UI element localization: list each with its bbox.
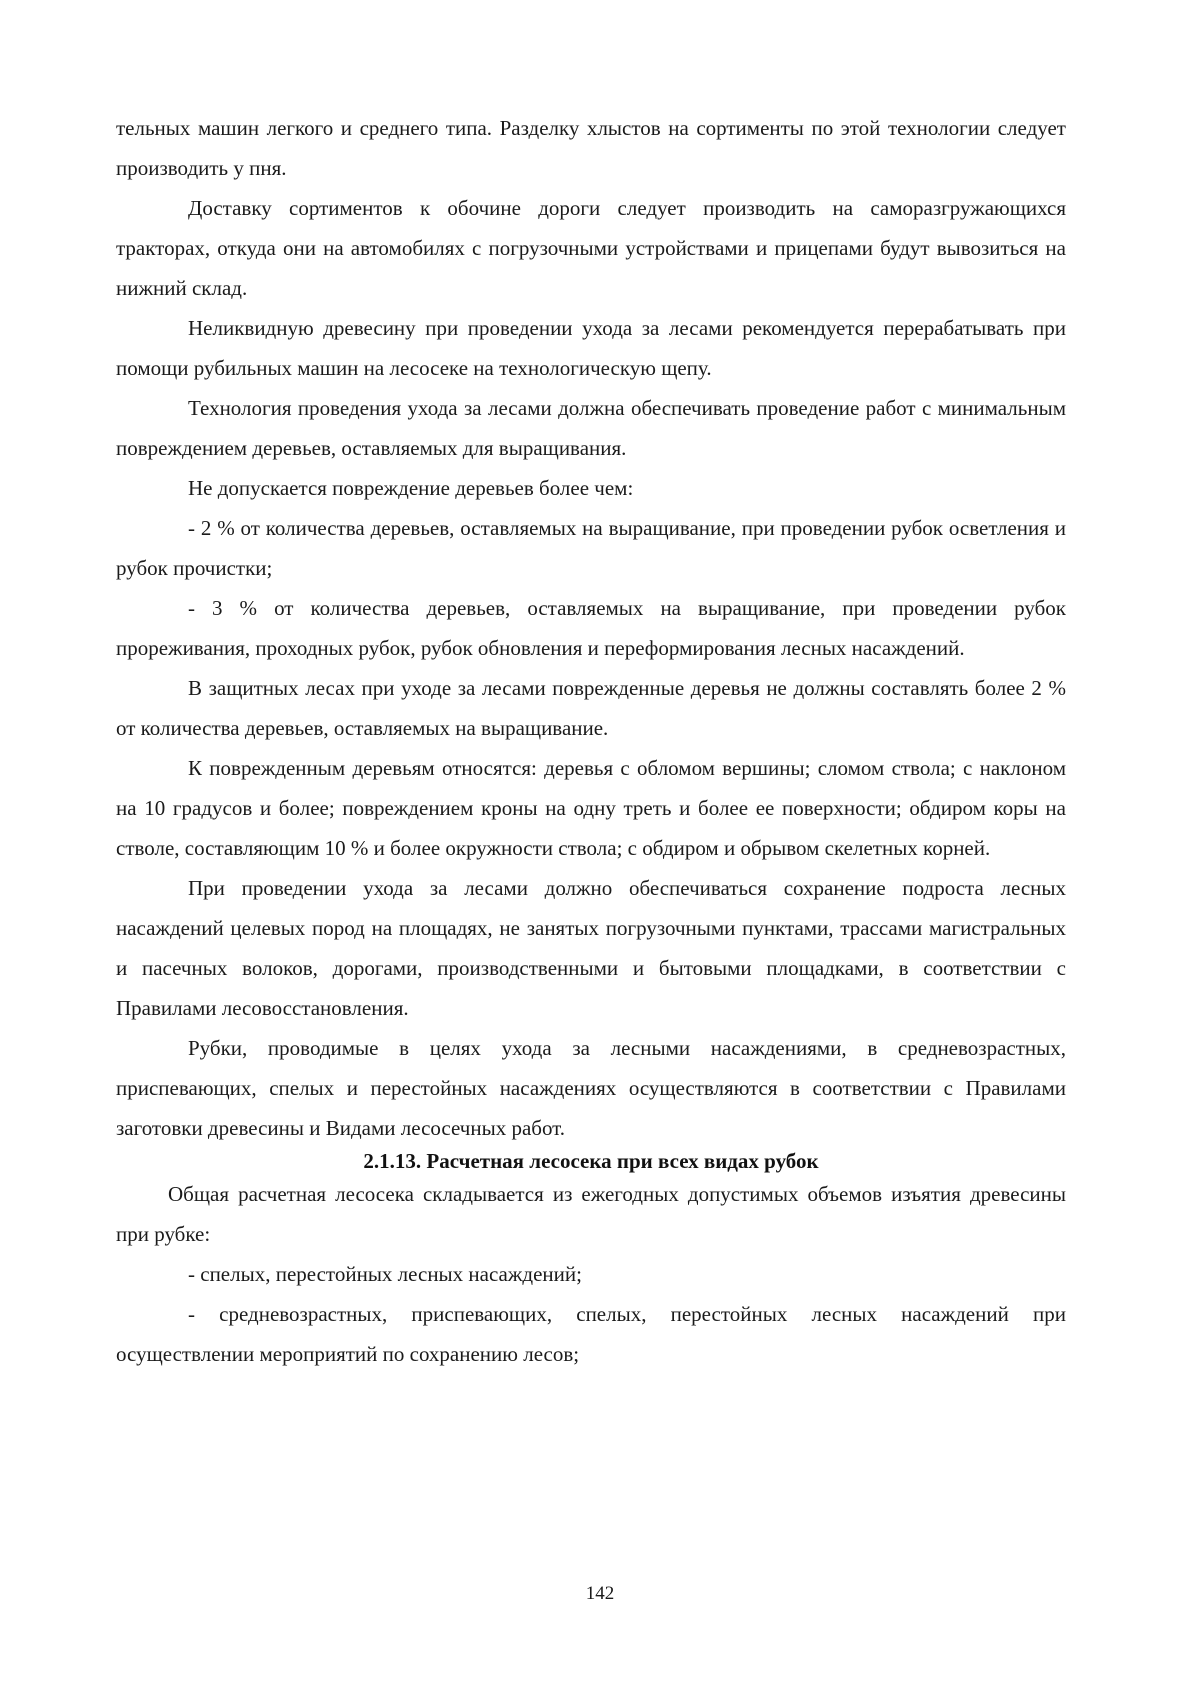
section-heading: 2.1.13. Расчетная лесосека при всех видах рубок <box>363 1149 819 1173</box>
paragraph-illiquid-wood: Неликвидную древесину при проведении ухода за лесами рекомендуется перерабатывать при помощи рубильных машин на лесосеке на технологическую щепу. <box>116 316 1066 380</box>
list-item-2-percent: - 2 % от количества деревьев, оставляемых на выращивание, при проведении рубок осветления и рубок прочистки; <box>116 516 1066 580</box>
paragraph-damage-limit: Не допускается повреждение деревьев более чем: <box>188 476 634 500</box>
page-body <box>116 108 1066 1374</box>
paragraph-delivery: Доставку сортиментов к обочине дороги следует производить на саморазгружающихся тракторах, откуда они на автомобилях с погрузочными устройствами и прицепами будут вывозиться на нижний склад. <box>116 196 1066 300</box>
paragraph-undergrowth: При проведении ухода за лесами должно обеспечиваться сохранение подроста лесных насаждений целевых пород на площадях, не занятых погрузочными пунктами, трассами магистральных и пасечных волоков, дорогами, производственными и бытовыми площадками, в соответствии с Правилами лесовосстановления. <box>116 876 1066 1020</box>
paragraph-damaged-trees: К поврежденным деревьям относятся: деревья с обломом вершины; сломом ствола; с наклоном на 10 градусов и более; повреждением кроны на одну треть и более ее поверхности; обдиром коры на стволе, составляющим 10 % и более окружности ствола; с обдиром и обрывом скелетных корней. <box>116 756 1066 860</box>
list-item-3-percent: - 3 % от количества деревьев, оставляемых на выращивание, при проведении рубок прореживания, проходных рубок, рубок обновления и переформирования лесных насаждений. <box>116 596 1066 660</box>
paragraph-allowable-cut: Общая расчетная лесосека складывается из ежегодных допустимых объемов изъятия древесины при рубке: <box>116 1182 1066 1246</box>
paragraph-continuation: тельных машин легкого и среднего типа. Разделку хлыстов на сортименты по этой технологии следует производить у пня. <box>116 116 1066 180</box>
page-number: 142 <box>585 1583 615 1604</box>
list-item-conservation-stands: - средневозрастных, приспевающих, спелых, перестойных лесных насаждений при осуществлении мероприятий по сохранению лесов; <box>116 1302 1066 1366</box>
paragraph-felling-rules: Рубки, проводимые в целях ухода за лесными насаждениями, в средневозрастных, приспевающих, спелых и перестойных насаждениях осуществляются в соответствии с Правилами заготовки древесины и Видами лесосечных работ. <box>116 1036 1066 1140</box>
list-item-mature-stands: - спелых, перестойных лесных насаждений; <box>188 1262 582 1286</box>
paragraph-technology: Технология проведения ухода за лесами должна обеспечивать проведение работ с минимальным повреждением деревьев, оставляемых для выращивания. <box>116 396 1066 460</box>
paragraph-protective-forests: В защитных лесах при уходе за лесами поврежденные деревья не должны составлять более 2 % от количества деревьев, оставляемых на выращивание. <box>116 676 1066 740</box>
